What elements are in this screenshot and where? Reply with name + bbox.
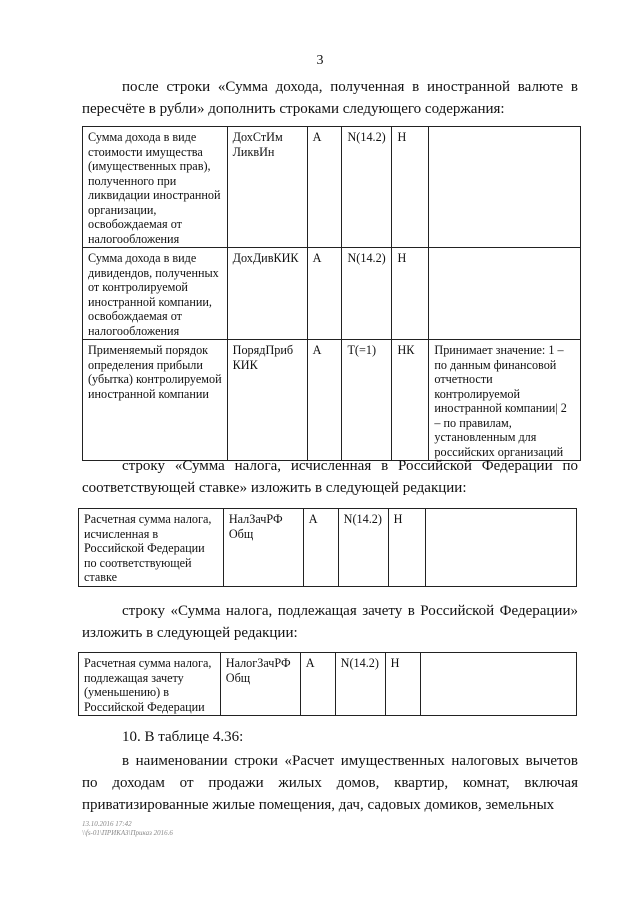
item-10-heading: 10. В таблице 4.36:: [122, 729, 244, 745]
field-format-cell: N(14.2): [342, 248, 392, 340]
field-required-cell: Н: [392, 248, 429, 340]
intro-paragraph: после строки «Сумма дохода, полученная в иностранной валюте в пересчёте в рубли» дополнить строками следующего содержания:: [82, 79, 578, 117]
field-note-cell: Принимает значение: 1 – по данным финансовой отчетности контролируемой иностранной компании| 2 – по правилам, установленным для российских организаций: [429, 340, 581, 461]
field-required-cell: Н: [388, 509, 425, 587]
field-code-cell: ДохСтИм ЛиквИн: [227, 127, 307, 248]
field-format-cell: N(14.2): [338, 509, 388, 587]
field-format-cell: T(=1): [342, 340, 392, 461]
paragraph-tax-credit: строку «Сумма налога, подлежащая зачету в Российской Федерации» изложить в следующей редакции:: [82, 603, 578, 641]
field-code-cell: ДохДивКИК: [227, 248, 307, 340]
field-note-cell: [429, 248, 581, 340]
table-row: [79, 653, 577, 716]
page-number: 3: [316, 53, 324, 68]
field-name-cell: Расчетная сумма налога, подлежащая зачету (уменьшению) в Российской Федерации: [79, 653, 221, 716]
footer-stamp: [82, 820, 173, 838]
field-required-cell: Н: [392, 127, 429, 248]
field-name-cell: Применяемый порядок определения прибыли (убытка) контролируемой иностранной компании: [83, 340, 228, 461]
table-2: [78, 508, 577, 587]
field-code-cell: НалогЗачРФ Общ: [220, 653, 300, 716]
field-code-cell: НалЗачРФ Общ: [223, 509, 303, 587]
table-1: [82, 126, 581, 461]
field-code-cell: ПорядПриб КИК: [227, 340, 307, 461]
field-type-cell: А: [307, 248, 342, 340]
field-name-cell: Сумма дохода в виде дивидендов, полученных от контролируемой иностранной компании, освобождаемая от налогообложения: [83, 248, 228, 340]
table-row: [83, 340, 581, 461]
field-type-cell: А: [307, 340, 342, 461]
field-type-cell: А: [300, 653, 335, 716]
field-type-cell: А: [303, 509, 338, 587]
paragraph-table-4-36: в наименовании строки «Расчет имущественных налоговых вычетов по доходам от продажи жилых домов, квартир, комнат, включая приватизированные жилые помещения, дач, садовых домиков, земельных: [82, 753, 578, 813]
field-type-cell: А: [307, 127, 342, 248]
paragraph-tax-calculated: строку «Сумма налога, исчисленная в Российской Федерации по соответствующей ставке» изложить в следующей редакции:: [82, 458, 578, 496]
table-row: [83, 248, 581, 340]
table-3: [78, 652, 577, 716]
field-name-cell: Расчетная сумма налога, исчисленная в Российской Федерации по соответствующей ставке: [79, 509, 224, 587]
table-row: [83, 127, 581, 248]
field-note-cell: [425, 509, 576, 587]
table-row: [79, 509, 577, 587]
field-name-cell: Сумма дохода в виде стоимости имущества (имущественных прав), полученного при ликвидации иностранной организации, освобождаемая от налогообложения: [83, 127, 228, 248]
field-format-cell: N(14.2): [342, 127, 392, 248]
field-required-cell: НК: [392, 340, 429, 461]
field-required-cell: Н: [385, 653, 420, 716]
field-note-cell: [420, 653, 576, 716]
field-format-cell: N(14.2): [335, 653, 385, 716]
footer-path: \\fs-01\ПРИКАЗ\Приказ 2016.6: [82, 829, 173, 837]
field-note-cell: [429, 127, 581, 248]
footer-date: 13.10.2016 17:42: [82, 820, 132, 828]
